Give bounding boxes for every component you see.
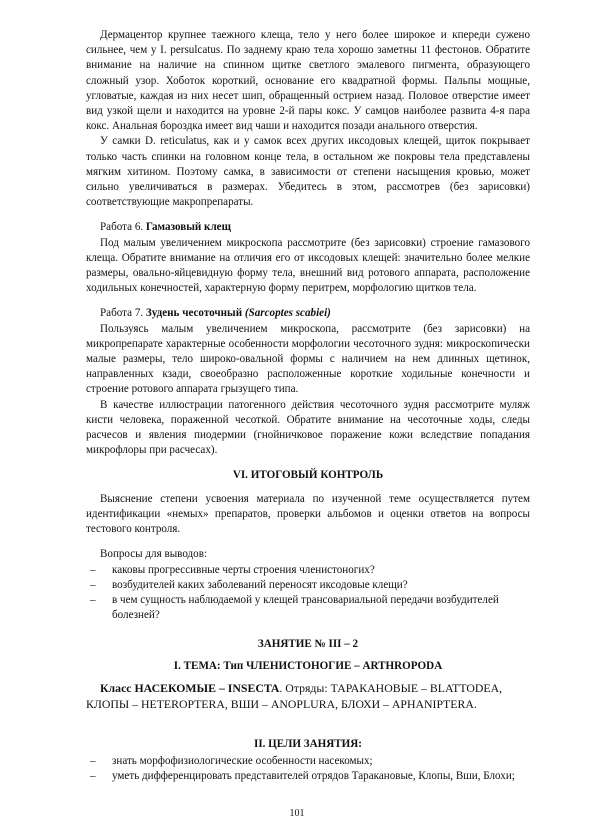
work-6-title: Гамазовый клещ <box>145 221 231 234</box>
work-7-text-1: Пользуясь малым увеличением микроскопа, рассмотрите (без зарисовки) на микропрепарате характерные особенности морфологии чесоточного зудня: микроскопически малые размеры, тело широко-овальной формы с наличием на нем длинных щетинок, направленных кзади, своеобразно расположенные короткие ходильные конечности и строение ротового аппарата грызущего типа. <box>86 322 530 396</box>
work-7-text-2: В качестве иллюстрации патогенного действия чесоточного зудня рассмотрите муляж кисти человека, пораженной чесоткой. Обратите внимание на чесоточные ходы, следы расчесов и явления пиодермии (гнойничковое поражение кожи вследствие попадания микрофлоры при расчесах). <box>86 398 530 457</box>
section-6-heading: VI. ИТОГОВЫЙ КОНТРОЛЬ <box>232 469 384 482</box>
work-7-title: Зудень чесоточный <box>145 307 243 320</box>
work-7-heading <box>86 306 530 321</box>
work-6-text: Под малым увеличением микроскопа рассмотрите (без зарисовки) строение гамазового клеща. Обратите внимание на отличия его от иксодовых клещей: значительно более мелкие размеры, овально-яйцевидную форму тела, внешний вид ротового аппарата, расположение ходильных конечностей, характерную форму перитрем, морфологию щитков тела. <box>86 236 530 295</box>
list-item: – возбудителей каких заболеваний переносят иксодовые клещи? <box>86 578 530 593</box>
list-item: – знать морфофизиологические особенности насекомых; <box>86 754 530 769</box>
paragraph-dermacentor: Дермацентор крупнее таежного клеща, тело у него более широкое и кпереди сужено сильнее, чем у I. persulcatus. По заднему краю тела хорошо заметны 11 фестонов. Обратите внимание на наличие на спинном щитке светлого эмалевого пигмента, образующего сложный узор. Хоботок короткий, основание его квадратной формы. Пальпы мощные, угловатые, каждая из них несет шип, обращенный острием назад. Половое отверстие имеет вид узкой щели и находится на уровне 2-й пары кокс. У самцов наиболее развита 4-я пара кокс. Анальная бороздка имеет вид чаши и находится позади анального отверстия. <box>86 29 530 133</box>
questions-label: Вопросы для выводов: <box>100 548 208 561</box>
text-column <box>86 28 530 784</box>
lesson-theme: I. ТЕМА: Тип ЧЛЕНИСТОНОГИЕ – ARTHROPODA <box>173 659 443 672</box>
list-item: – каковы прогрессивные черты строения членистоногих? <box>86 563 530 578</box>
goals-list <box>86 754 530 784</box>
paragraph-female-tick: У самки D. reticulatus, как и у самок всех других иксодовых клещей, щиток покрывает только часть спинки на головном конце тела, в остальном же покровы тела представлены мягким хитином. Поэтому самка, в зависимости от степени насыщения кровью, может сильно увеличиваться в размерах. Убедитесь в этом, рассмотрев (без зарисовки) соответствующие макропрепараты. <box>86 135 530 209</box>
page-number: 101 <box>289 808 305 819</box>
list-item: – в чем сущность наблюдаемой у клещей трансовариальной передачи возбудителей болезней? <box>86 593 530 623</box>
work-6-prefix: Работа 6. <box>100 221 144 234</box>
section-6-text: Выяснение степени усвоения материала по изученной теме осуществляется путем идентификации «немых» препаратов, проверки альбомов и оценки ответов на вопросы тестового контроля. <box>86 492 530 536</box>
work-7-prefix: Работа 7. <box>100 307 144 320</box>
questions-list <box>86 563 530 624</box>
list-item: – уметь дифференцировать представителей отрядов Таракановые, Клопы, Вши, Блохи; <box>86 769 530 784</box>
work-7-latin: (Sarcoptes scabiei) <box>244 307 331 320</box>
lesson-class-bold: Класс НАСЕКОМЫЕ – INSECTA <box>100 680 280 695</box>
work-6-heading <box>86 220 530 235</box>
lesson-class-rest: . Отряды: ТАРАКАНОВЫЕ – BLATTODEA, КЛОПЫ – HETEROPTERA, ВШИ – ANOPLURA, БЛОХИ – APHANIPTERA. <box>86 680 503 712</box>
goals-heading: II. ЦЕЛИ ЗАНЯТИЯ: <box>254 737 362 750</box>
lesson-class <box>86 680 530 713</box>
lesson-heading: ЗАНЯТИЕ № III – 2 <box>257 638 359 651</box>
